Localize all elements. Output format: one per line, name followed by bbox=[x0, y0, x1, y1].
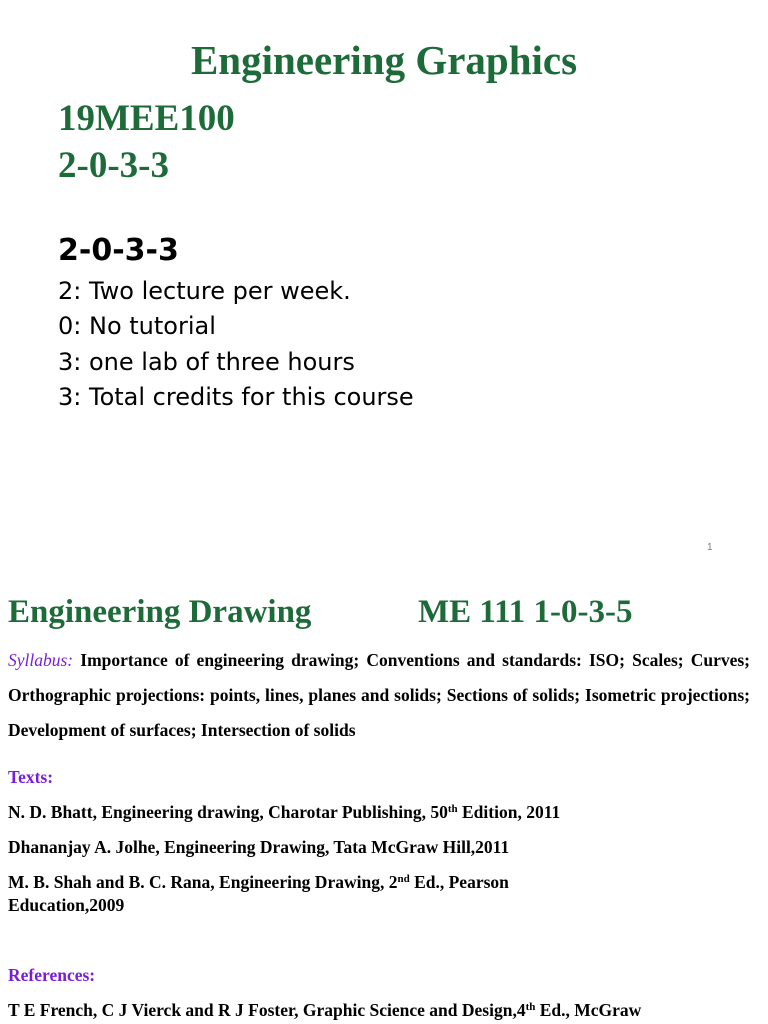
syllabus-paragraph bbox=[8, 643, 750, 748]
reference-item bbox=[8, 1000, 641, 1021]
syllabus-text: Importance of engineering drawing; Conventions and standards: ISO; Scales; Curves; Orthographic projections: points, lines, planes and solids; Sections of solids; Isometric projections; Development of surfaces; Intersection of solids bbox=[8, 650, 751, 740]
references-label: References: bbox=[8, 965, 96, 985]
page-number: 1 bbox=[707, 542, 713, 553]
text-reference-continuation: Education,2009 bbox=[8, 895, 125, 915]
text-reference-main: N. D. Bhatt, Engineering drawing, Charotar Publishing, 50 bbox=[8, 802, 448, 822]
superscript: nd bbox=[397, 873, 410, 885]
text-reference bbox=[8, 802, 560, 823]
slide-title: Engineering Graphics bbox=[190, 37, 578, 83]
credit-heading: 2-0-3-3 bbox=[58, 233, 179, 268]
credit-item: 2: Two lecture per week. bbox=[58, 277, 351, 305]
superscript: th bbox=[525, 1001, 536, 1013]
text-reference-tail: Ed., Pearson bbox=[409, 872, 509, 892]
superscript: th bbox=[447, 803, 458, 815]
text-reference bbox=[8, 837, 509, 858]
reference-tail: Ed., McGraw bbox=[535, 1000, 642, 1020]
reference-main: T E French, C J Vierck and R J Foster, Graphic Science and Design,4 bbox=[8, 1000, 526, 1020]
course-code: 19MEE100 bbox=[58, 98, 235, 139]
texts-label: Texts: bbox=[8, 767, 54, 787]
credit-item: 0: No tutorial bbox=[58, 312, 216, 340]
course-number: ME 111 1-0-3-5 bbox=[418, 594, 633, 630]
credit-code: 2-0-3-3 bbox=[58, 145, 169, 186]
text-reference-main: Dhananjay A. Jolhe, Engineering Drawing, Tata McGraw Hill,2011 bbox=[8, 837, 510, 857]
credit-item: 3: one lab of three hours bbox=[58, 348, 355, 376]
syllabus-label: Syllabus: bbox=[8, 650, 74, 670]
text-reference bbox=[8, 872, 509, 893]
slide-2-title bbox=[8, 594, 633, 631]
text-reference-tail: Edition, 2011 bbox=[457, 802, 561, 822]
credit-item: 3: Total credits for this course bbox=[58, 383, 414, 411]
text-reference-main: M. B. Shah and B. C. Rana, Engineering Drawing, 2 bbox=[8, 872, 398, 892]
slide-2-heading: Engineering Drawing bbox=[8, 594, 312, 630]
